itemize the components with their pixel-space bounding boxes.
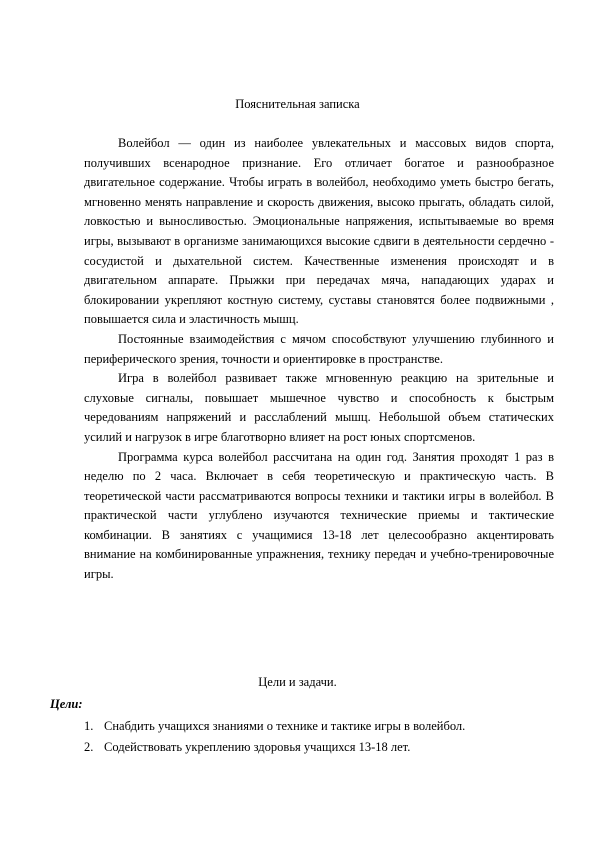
paragraph-3: Игра в волейбол развивает также мгновенную реакцию на зрительные и слуховые сигналы, повышает мышечное чувство и способность к быстрым чередованиям напряжений и расслаблений мышц. Небольшой объем статических усилий и нагрузок в игре благотворно влияет на рост юных спортсменов. [84,371,554,444]
list-item-number: 1. [84,719,94,733]
list-item [84,737,554,758]
goals-label: Цели: [50,697,83,711]
explanatory-note-body [84,134,554,585]
goals-list [84,716,554,758]
list-item-text: Содействовать укреплению здоровья учащихся 13-18 лет. [104,740,411,754]
goals-heading: Цели и задачи. [258,675,337,689]
paragraph-2: Постоянные взаимодействия с мячом способствуют улучшению глубинного и периферического зрения, точности и ориентировке в пространстве. [84,331,554,366]
list-item-number: 2. [84,740,94,754]
paragraph-1: Волейбол — один из наиболее увлекательных и массовых видов спорта, получивших всенародное признание. Его отличает богатое и разнообразное двигательное содержание. Чтобы играть в волейбол, необходимо уметь быстро бегать, мгновенно менять направление и скорость движения, высоко прыгать, обладать силой, ловкостью и выносливостью. Эмоциональные напряжения, испытываемые во время игры, вызывают в организме занимающихся высокие сдвиги в деятельности сердечно - сосудистой и дыхательной систем. Качественные изменения происходят и в двигательном аппарате. Прыжки при передачах мяча, нападающих ударах и блокировании укрепляют костную систему, суставы становятся более подвижными , повышается сила и эластичность мышц. [84,136,554,327]
list-item [84,716,554,737]
paragraph-4: Программа курса волейбол рассчитана на один год. Занятия проходят 1 раз в неделю по 2 часа. Включает в себя теоретическую и практическую часть. В теоретической части рассматриваются вопросы техники и тактики игры в волейбол. В практической части углублено изучаются технические приемы и тактические комбинации. В занятиях с учащимися 13-18 лет целесообразно акцентировать внимание на комбинированные упражнения, технику передач и учебно-тренировочные игры. [84,449,554,582]
list-item-text: Снабдить учащихся знаниями о технике и тактике игры в волейбол. [104,719,466,733]
document-title: Пояснительная записка [235,97,360,111]
